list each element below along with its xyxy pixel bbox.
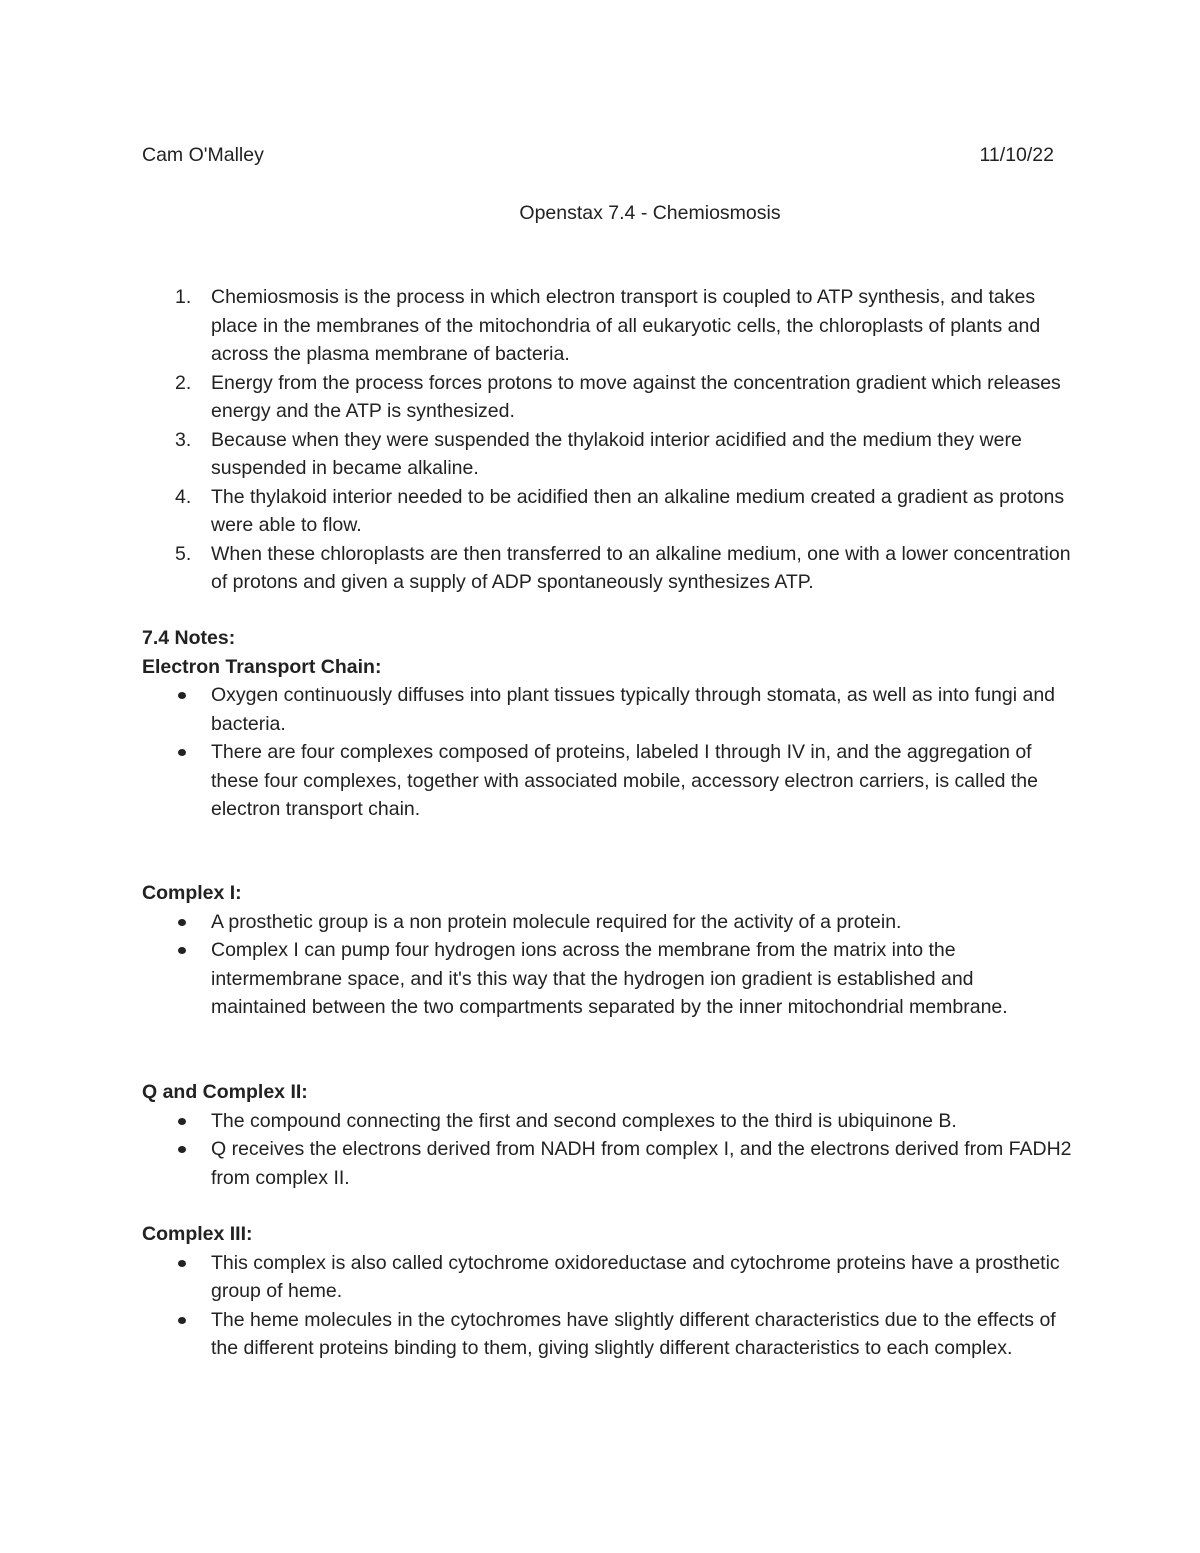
etc-bullets	[142, 681, 1072, 824]
answer-text: Because when they were suspended the thylakoid interior acidified and the medium they were suspended in became alkaline.	[211, 428, 1022, 479]
bullet-item	[142, 1249, 1072, 1306]
complex3-heading: Complex III:	[142, 1223, 253, 1245]
bullet-item	[142, 1306, 1072, 1363]
bullet-item	[142, 1135, 1072, 1192]
bullet-icon	[178, 749, 186, 756]
bullet-text: Oxygen continuously diffuses into plant tissues typically through stomata, as well as into fungi and bacteria.	[211, 684, 1056, 735]
page-title: Openstax 7.4 - Chemiosmosis	[519, 202, 781, 224]
notes-section-complex2	[142, 1078, 1072, 1192]
bullet-icon	[178, 947, 186, 954]
answer-text: Chemiosmosis is the process in which electron transport is coupled to ATP synthesis, and takes place in the membranes of the mitochondria of all eukaryotic cells, the chloroplasts of plants and across the plasma membrane of bacteria.	[211, 286, 1041, 365]
bullet-item	[142, 936, 1072, 1022]
answer-number: 1.	[175, 286, 192, 308]
answer-text: The thylakoid interior needed to be acidified then an alkaline medium created a gradient as protons were able to flow.	[211, 485, 1065, 536]
bullet-text: There are four complexes composed of proteins, labeled I through IV in, and the aggregation of these four complexes, together with associated mobile, accessory electron carriers, is called the electron transport chain.	[211, 741, 1038, 820]
bullet-item	[142, 1107, 1072, 1136]
complex3-bullets	[142, 1249, 1072, 1363]
header-row	[142, 141, 1054, 169]
answer-number: 4.	[175, 485, 192, 508]
document-date: 11/10/22	[979, 144, 1054, 166]
answer-item	[142, 283, 1072, 369]
bullet-icon	[178, 1317, 186, 1324]
notes-section-complex1	[142, 879, 1072, 1022]
bullet-item	[142, 738, 1072, 824]
answer-number: 3.	[175, 428, 192, 451]
answer-item	[142, 540, 1072, 597]
answer-list	[142, 283, 1072, 597]
bullet-text: Q receives the electrons derived from NADH from complex I, and the electrons derived from FADH2 from complex II.	[211, 1138, 1072, 1189]
answer-text: When these chloroplasts are then transferred to an alkaline medium, one with a lower concentration of protons and given a supply of ADP spontaneously synthesizes ATP.	[211, 542, 1071, 593]
notes-heading: 7.4 Notes:	[142, 627, 236, 649]
bullet-text: This complex is also called cytochrome oxidoreductase and cytochrome proteins have a prosthetic group of heme.	[211, 1251, 1060, 1302]
bullet-text: Complex I can pump four hydrogen ions across the membrane from the matrix into the intermembrane space, and it's this way that the hydrogen ion gradient is established and maintained between the two compartments separated by the inner mitochondrial membrane.	[211, 939, 1008, 1018]
complex1-heading: Complex I:	[142, 882, 242, 904]
answer-item	[142, 426, 1072, 483]
bullet-icon	[178, 692, 186, 699]
answer-text: Energy from the process forces protons to move against the concentration gradient which releases energy and the ATP is synthesized.	[211, 371, 1061, 422]
answer-number: 5.	[175, 542, 192, 565]
bullet-icon	[178, 1260, 186, 1267]
bullet-item	[142, 681, 1072, 738]
bullet-icon	[178, 1146, 186, 1153]
bullet-icon	[178, 919, 186, 926]
complex1-bullets	[142, 908, 1072, 1022]
answer-item	[142, 483, 1072, 540]
author-name: Cam O'Malley	[142, 144, 264, 166]
notes-section-etc	[142, 624, 1072, 824]
answer-number: 2.	[175, 371, 192, 394]
bullet-text: The compound connecting the first and second complexes to the third is ubiquinone B.	[211, 1109, 957, 1132]
complex2-heading: Q and Complex II:	[142, 1081, 308, 1103]
answer-item	[142, 369, 1072, 426]
notes-section-complex3	[142, 1220, 1072, 1363]
bullet-text: The heme molecules in the cytochromes have slightly different characteristics due to the effects of the different proteins binding to them, giving slightly different characteristics to each complex.	[211, 1308, 1056, 1359]
etc-heading: Electron Transport Chain:	[142, 655, 382, 678]
bullet-item	[142, 908, 1072, 937]
complex2-bullets	[142, 1107, 1072, 1193]
bullet-icon	[178, 1118, 186, 1125]
bullet-text: A prosthetic group is a non protein molecule required for the activity of a protein.	[211, 910, 902, 933]
